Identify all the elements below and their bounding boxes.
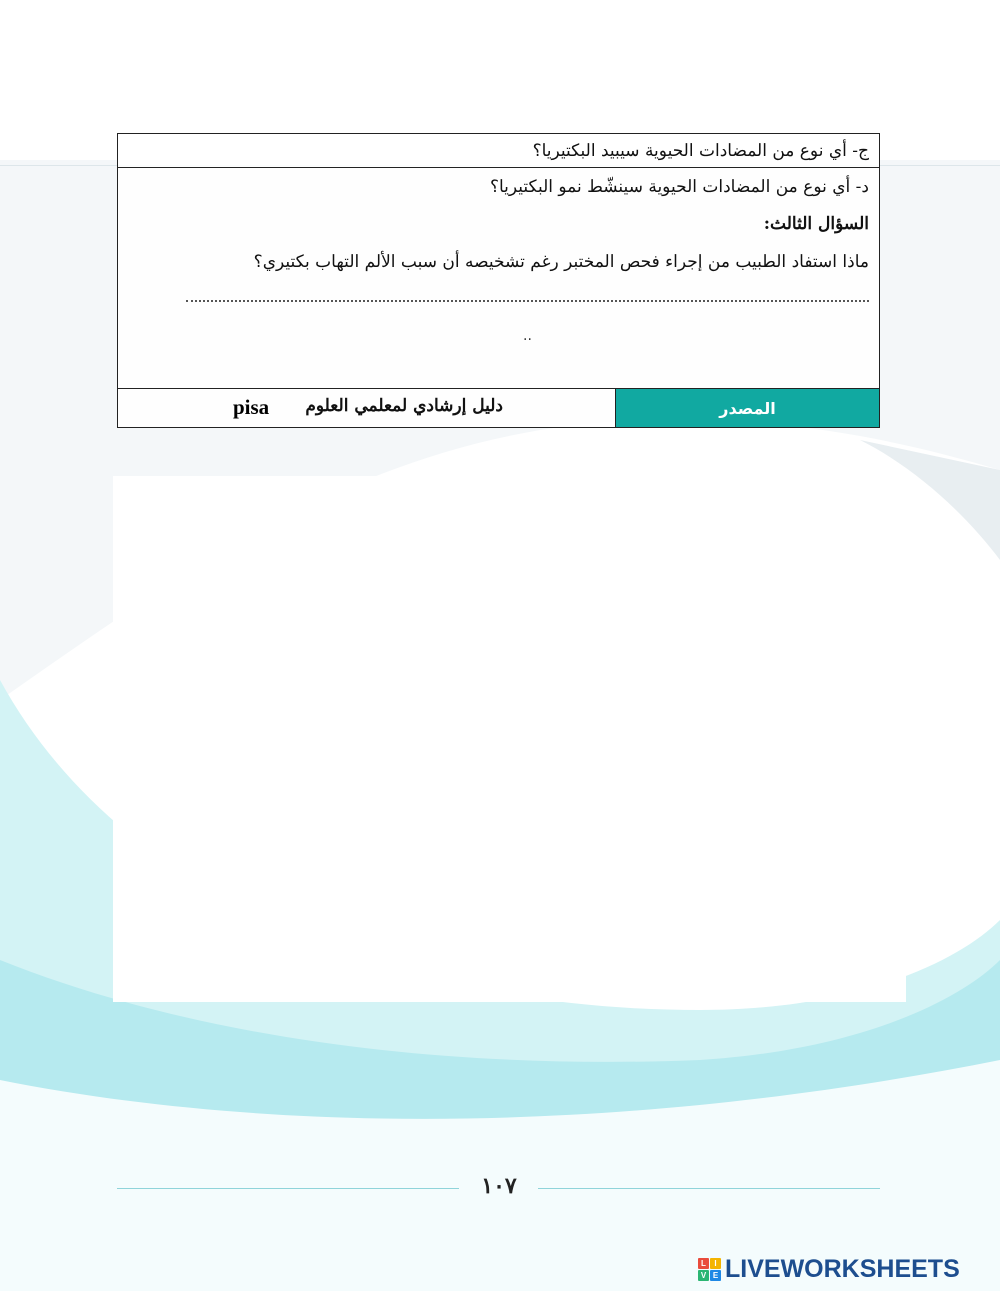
brand-text: LIVEWORKSHEETS bbox=[725, 1255, 960, 1283]
question-three-text: ماذا استفاد الطبيب من إجراء فحص المختبر رغم تشخيصه أن سبب الألم التهاب بكتيري؟ bbox=[253, 252, 869, 272]
source-divider bbox=[615, 389, 616, 427]
question-three-heading: السؤال الثالث: bbox=[763, 214, 869, 234]
question-table bbox=[117, 133, 880, 428]
answer-dots: .. bbox=[523, 328, 532, 344]
live-icon: L I V E bbox=[698, 1258, 721, 1281]
liveworksheets-logo[interactable] bbox=[698, 1255, 960, 1284]
question-d: د- أي نوع من المضادات الحيوية سينشّط نمو البكتيريا؟ bbox=[489, 177, 869, 197]
source-label: المصدر bbox=[616, 389, 879, 427]
row-divider bbox=[118, 167, 879, 168]
page-number: ١٠٧ bbox=[481, 1173, 517, 1199]
question-c: ج- أي نوع من المضادات الحيوية سيبيد البكتيريا؟ bbox=[532, 141, 869, 161]
source-pisa: pisa bbox=[233, 395, 270, 419]
blank-panel bbox=[113, 476, 906, 1002]
footer-rule-right bbox=[538, 1188, 880, 1189]
source-title: دليل إرشادي لمعلمي العلوم bbox=[305, 396, 503, 416]
footer-rule-left bbox=[117, 1188, 459, 1189]
answer-line[interactable] bbox=[186, 300, 869, 302]
